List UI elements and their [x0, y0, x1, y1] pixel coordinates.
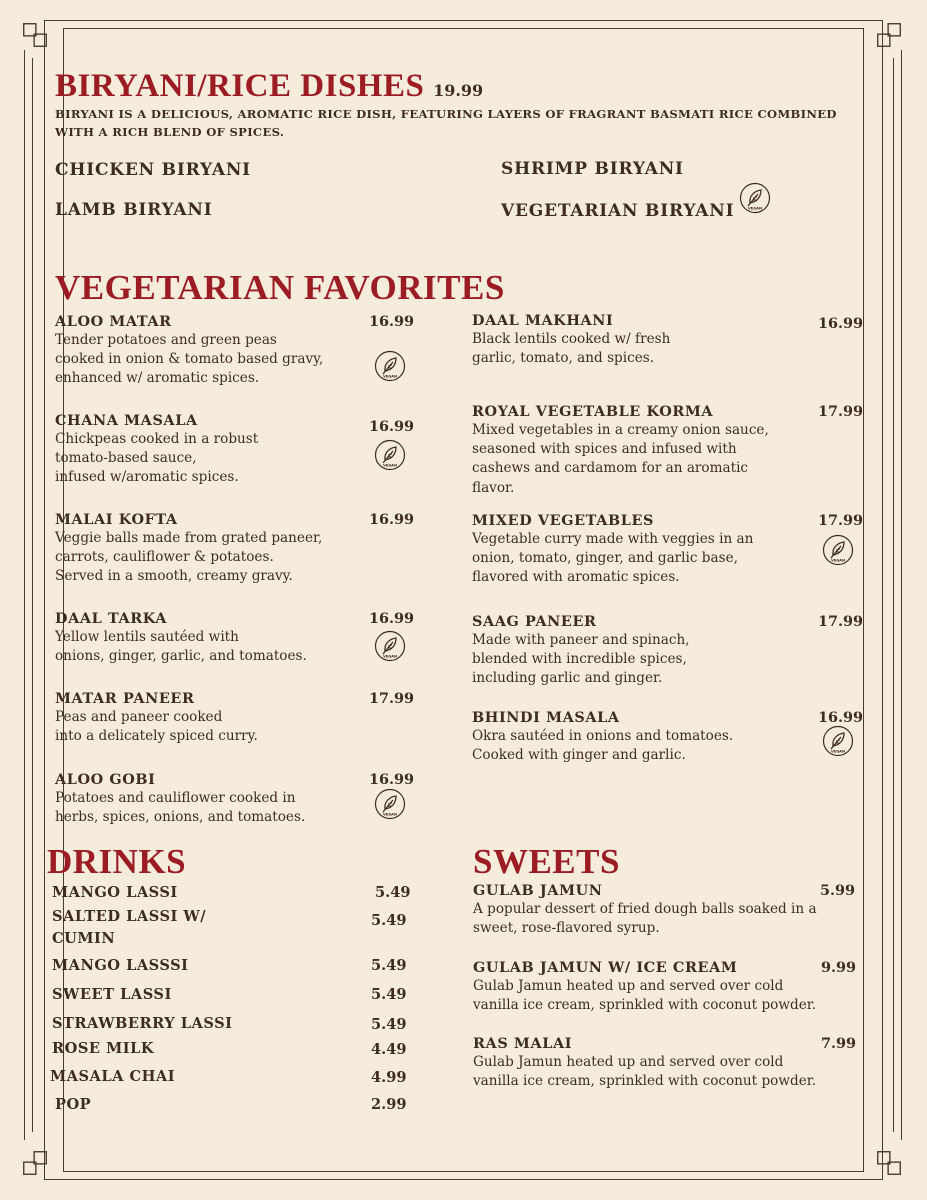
menu-item-name: MATAR PANEER	[55, 690, 195, 707]
drink-price: 5.49	[371, 912, 407, 929]
menu-item-name: BHINDI MASALA	[472, 709, 620, 726]
drink-name: SWEET LASSI	[52, 986, 172, 1003]
frame-left-outer	[24, 50, 25, 1140]
svg-text:VEGAN: VEGAN	[383, 654, 397, 659]
menu-item-price: 17.99	[818, 512, 864, 529]
corner-ornament-top-right	[876, 22, 902, 48]
vegan-leaf-icon	[739, 182, 771, 214]
menu-item-description: Yellow lentils sautéed with onions, ginger, garlic, and tomatoes.	[55, 629, 307, 665]
biryani-item: VEGETARIAN BIRYANI	[501, 201, 735, 221]
menu-item-name: DAAL MAKHANI	[472, 312, 614, 329]
menu-item-price: 16.99	[369, 511, 415, 528]
drink-name: STRAWBERRY LASSI	[52, 1015, 233, 1032]
biryani-item: LAMB BIRYANI	[55, 200, 213, 220]
drink-price: 5.49	[375, 884, 411, 901]
vegan-leaf-icon	[374, 439, 406, 471]
svg-text:VEGAN: VEGAN	[383, 812, 397, 817]
menu-item-name: MALAI KOFTA	[55, 511, 178, 528]
menu-item-name: DAAL TARKA	[55, 610, 168, 627]
svg-text:VEGAN: VEGAN	[831, 558, 845, 563]
menu-item-description: Tender potatoes and green peas cooked in onion & tomato based gravy, enhanced w/ aromatic spices.	[55, 332, 324, 387]
menu-item-price: 17.99	[818, 403, 864, 420]
sweet-price: 9.99	[821, 959, 857, 976]
drink-name: MASALA CHAI	[50, 1068, 176, 1085]
drink-price: 2.99	[371, 1096, 407, 1113]
svg-text:VEGAN: VEGAN	[831, 749, 845, 754]
menu-item-description: Okra sautéed in onions and tomatoes. Cooked with ginger and garlic.	[472, 728, 734, 764]
frame-right-outer	[901, 50, 902, 1140]
drink-name: ROSE MILK	[52, 1040, 155, 1057]
frame-left-inner	[32, 58, 33, 1132]
menu-item-name: CHANA MASALA	[55, 412, 198, 429]
biryani-item: CHICKEN BIRYANI	[55, 160, 251, 180]
biryani-price: 19.99	[433, 81, 484, 100]
menu-item-name: SAAG PANEER	[472, 613, 597, 630]
vegan-leaf-icon	[374, 788, 406, 820]
svg-text:VEGAN: VEGAN	[383, 374, 397, 379]
svg-text:VEGAN: VEGAN	[383, 463, 397, 468]
menu-item-price: 16.99	[369, 313, 415, 330]
biryani-heading	[55, 68, 483, 105]
menu-item-description: Veggie balls made from grated paneer, carrots, cauliflower & potatoes. Served in a smooth, creamy gravy.	[55, 530, 323, 585]
sweet-name: RAS MALAI	[473, 1035, 573, 1052]
menu-item-description: Chickpeas cooked in a robust tomato-based sauce, infused w/aromatic spices.	[55, 431, 259, 486]
sweet-name: GULAB JAMUN W/ ICE CREAM	[473, 959, 738, 976]
menu-item-price: 16.99	[369, 771, 415, 788]
frame-right-inner	[893, 58, 894, 1132]
drink-price: 5.49	[371, 1016, 407, 1033]
sweet-description: Gulab Jamun heated up and served over cold vanilla ice cream, sprinkled with coconut powder.	[473, 978, 817, 1014]
sweets-heading: SWEETS	[473, 842, 620, 881]
menu-item-description: Black lentils cooked w/ fresh garlic, tomato, and spices.	[472, 331, 671, 367]
sweet-price: 7.99	[821, 1035, 857, 1052]
biryani-description: BIRYANI IS A DELICIOUS, AROMATIC RICE DISH, FEATURING LAYERS OF FRAGRANT BASMATI RICE COMBINED WITH A RICH BLEND OF SPICES.	[55, 107, 837, 139]
sweet-description: A popular dessert of fried dough balls soaked in a sweet, rose-flavored syrup.	[473, 901, 817, 937]
menu-item-price: 16.99	[369, 418, 415, 435]
drink-price: 4.99	[371, 1069, 407, 1086]
drink-price: 4.49	[371, 1041, 407, 1058]
biryani-item: SHRIMP BIRYANI	[501, 159, 684, 179]
vegan-leaf-icon	[822, 725, 854, 757]
menu-item-price: 16.99	[369, 610, 415, 627]
menu-item-name: ALOO GOBI	[55, 771, 156, 788]
drinks-heading: DRINKS	[47, 842, 187, 881]
menu-item-price: 16.99	[818, 315, 864, 332]
vegan-leaf-icon	[374, 350, 406, 382]
vegetarian-heading: VEGETARIAN FAVORITES	[55, 268, 505, 307]
svg-text:VEGAN: VEGAN	[748, 206, 762, 211]
drink-name: SALTED LASSI W/ CUMIN	[52, 908, 207, 947]
menu-item-description: Vegetable curry made with veggies in an onion, tomato, ginger, and garlic base, flavored with aromatic spices.	[472, 531, 754, 586]
drink-name: MANGO LASSSI	[52, 957, 189, 974]
menu-item-name: MIXED VEGETABLES	[472, 512, 655, 529]
drink-name: MANGO LASSI	[52, 884, 178, 901]
corner-ornament-bottom-right	[876, 1150, 902, 1176]
biryani-title: BIRYANI/RICE DISHES	[55, 68, 425, 104]
menu-item-price: 17.99	[818, 613, 864, 630]
sweet-description: Gulab Jamun heated up and served over cold vanilla ice cream, sprinkled with coconut powder.	[473, 1054, 817, 1090]
vegan-leaf-icon	[822, 534, 854, 566]
corner-ornament-top-left	[22, 22, 48, 48]
menu-item-description: Mixed vegetables in a creamy onion sauce, seasoned with spices and infused with cashews and cardamom for an aromatic flavor.	[472, 422, 769, 496]
menu-item-description: Peas and paneer cooked into a delicately spiced curry.	[55, 709, 258, 745]
menu-item-name: ALOO MATAR	[55, 313, 172, 330]
sweet-price: 5.99	[820, 882, 856, 899]
menu-item-description: Made with paneer and spinach, blended with incredible spices, including garlic and ginger.	[472, 632, 690, 687]
drink-name: POP	[55, 1096, 92, 1113]
menu-item-description: Potatoes and cauliflower cooked in herbs, spices, onions, and tomatoes.	[55, 790, 306, 826]
sweet-name: GULAB JAMUN	[473, 882, 603, 899]
drink-price: 5.49	[371, 957, 407, 974]
menu-item-price: 17.99	[369, 690, 415, 707]
drink-price: 5.49	[371, 986, 407, 1003]
vegan-leaf-icon	[374, 630, 406, 662]
menu-item-name: ROYAL VEGETABLE KORMA	[472, 403, 714, 420]
menu-item-price: 16.99	[818, 709, 864, 726]
corner-ornament-bottom-left	[22, 1150, 48, 1176]
